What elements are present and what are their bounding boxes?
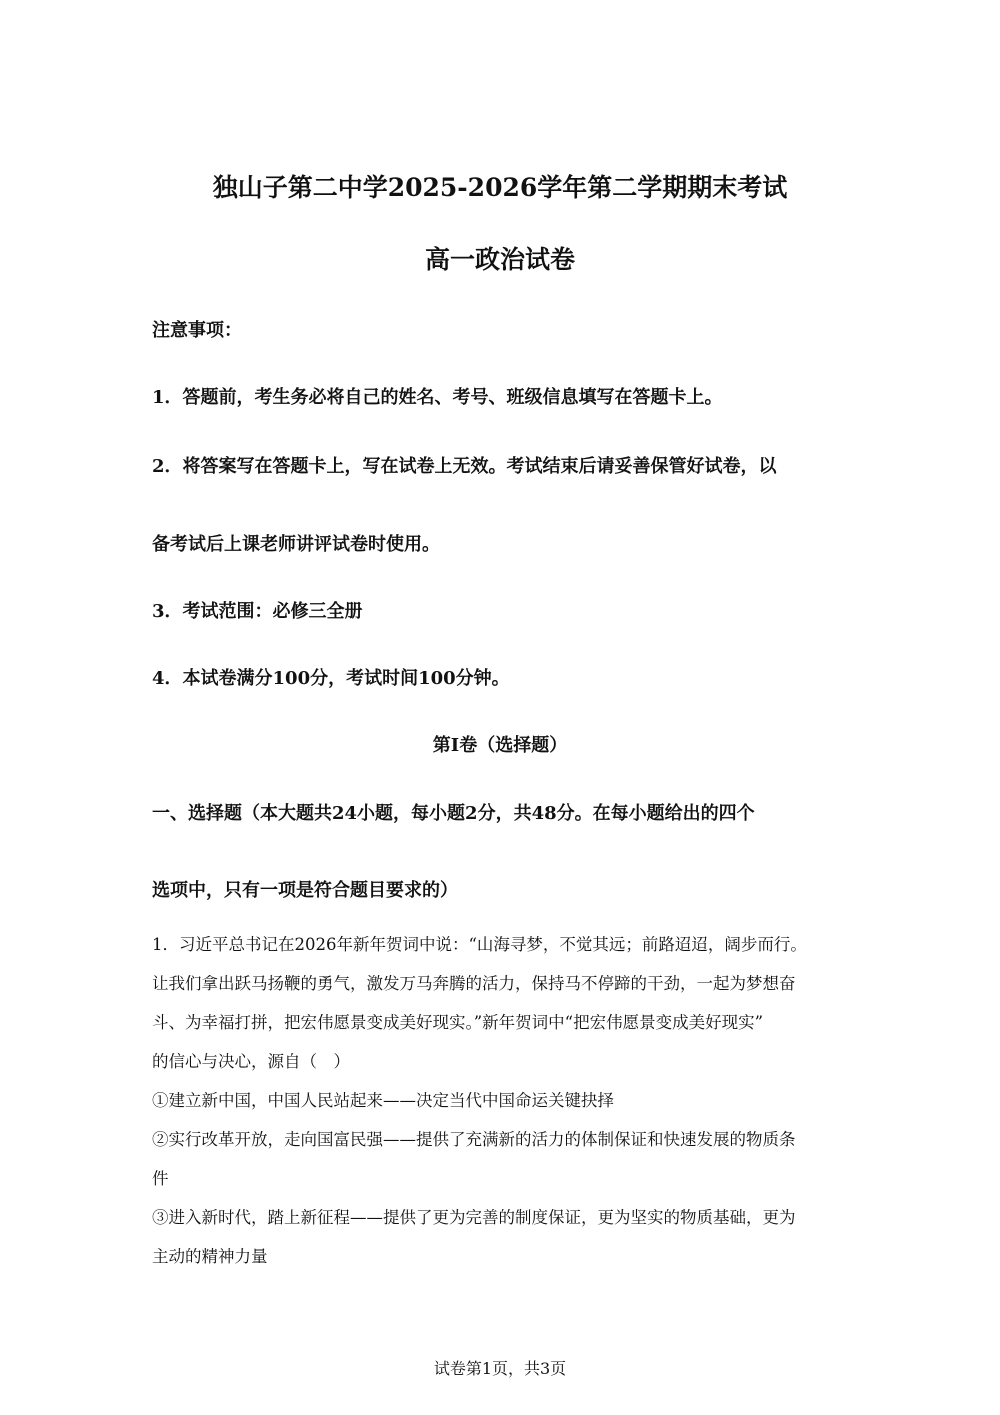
- question-1-line-4: 的信心与决心，源自（ ）: [152, 1052, 350, 1071]
- part-title-line1: 一、选择题（本大题共24小题，每小题2分，共48分。在每小题给出的四个: [152, 803, 755, 824]
- question-1-option-2-cont: 件: [152, 1169, 169, 1188]
- notice-item-1: 1．答题前，考生务必将自己的姓名、考号、班级信息填写在答题卡上。: [152, 387, 723, 408]
- notice-item-3: 3．考试范围：必修三全册: [152, 601, 363, 622]
- volume-title: 第I卷（选择题）: [432, 735, 568, 756]
- exam-title: 独山子第二中学2025-2026学年第二学期期末考试: [212, 173, 788, 202]
- part-title-line2: 选项中，只有一项是符合题目要求的）: [152, 880, 458, 901]
- question-1-line-2: 让我们拿出跃马扬鞭的勇气，激发万马奔腾的活力，保持马不停蹄的干劲，一起为梦想奋: [152, 974, 796, 993]
- question-1-option-3-cont: 主动的精神力量: [152, 1247, 268, 1266]
- page-footer: 试卷第1页，共3页: [433, 1359, 567, 1378]
- question-1-line-3: 斗、为幸福打拼，把宏伟愿景变成美好现实。”新年贺词中“把宏伟愿景变成美好现实”: [152, 1013, 764, 1032]
- exam-subtitle: 高一政治试卷: [424, 245, 575, 274]
- question-1-option-1: ①建立新中国，中国人民站起来——决定当代中国命运关键抉择: [152, 1091, 614, 1110]
- notice-item-2-cont: 备考试后上课老师讲评试卷时使用。: [152, 534, 440, 555]
- question-1-line-1: 1．习近平总书记在2026年新年贺词中说：“山海寻梦，不觉其远；前路迢迢，阔步而行。: [152, 935, 807, 954]
- notice-heading: 注意事项：: [152, 320, 242, 341]
- notice-item-2: 2．将答案写在答题卡上，写在试卷上无效。考试结束后请妥善保管好试卷，以: [152, 456, 777, 477]
- notice-item-4: 4．本试卷满分100分，考试时间100分钟。: [152, 668, 510, 689]
- question-1-option-2: ②实行改革开放，走向国富民强——提供了充满新的活力的体制保证和快速发展的物质条: [152, 1130, 796, 1149]
- question-1-option-3: ③进入新时代，踏上新征程——提供了更为完善的制度保证，更为坚实的物质基础，更为: [152, 1208, 796, 1227]
